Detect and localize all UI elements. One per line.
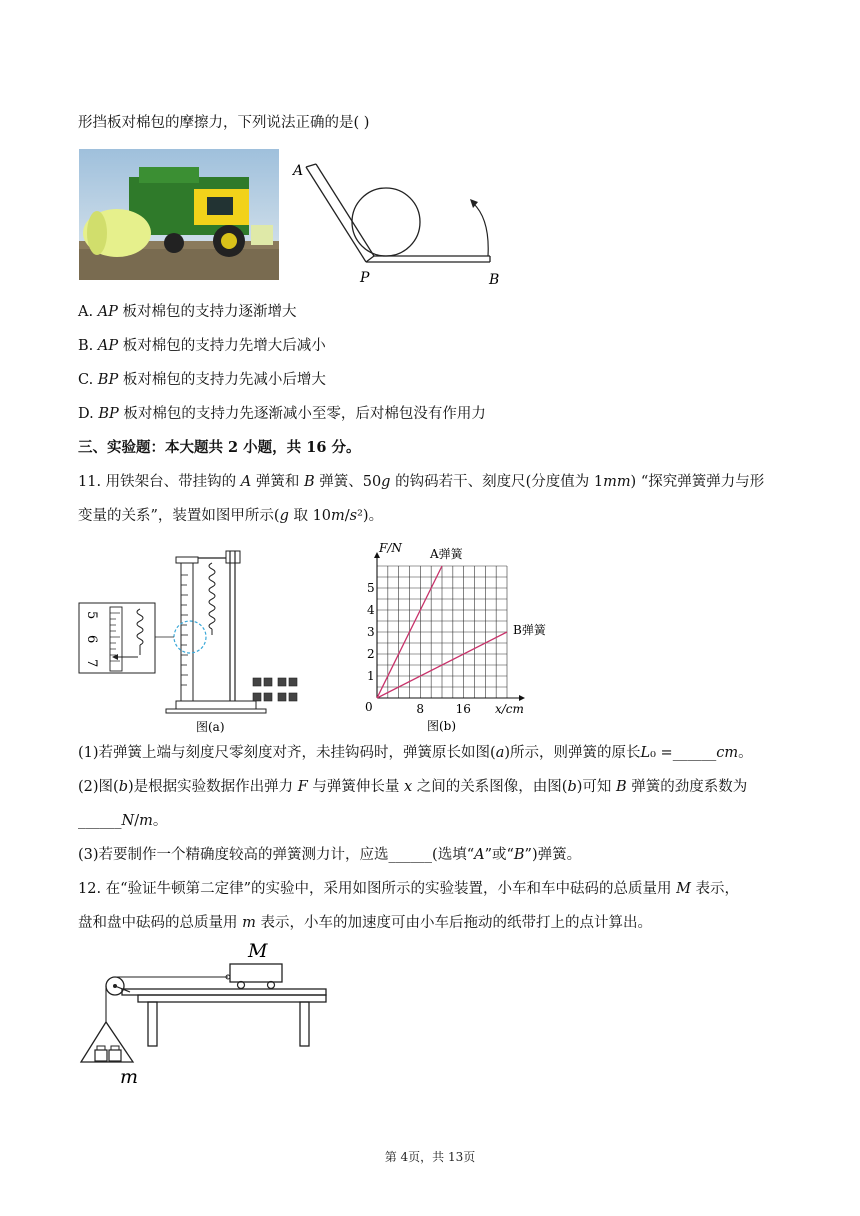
origin-label: 0 [365,700,373,714]
option-c: C. 𝐵𝑃 板对棉包的支持力先减小后增大 [78,372,326,388]
option-b: B. 𝐴𝑃 板对棉包的支持力先增大后减小 [78,338,326,354]
plates-diagram [290,155,505,290]
x-axis-label: x/cm [495,702,524,716]
q12-line2: 盘和盘中砝码的总质量用 𝑚 表示，小车的加速度可由小车后拖动的纸带打上的点计算出。 [78,915,652,931]
label-A: A [293,163,304,179]
x-tick-label: 16 [455,702,471,716]
series-label: B弹簧 [513,623,546,637]
section-heading: 三、实验题：本大题共 2 小题，共 16 分。 [78,439,361,456]
harvester-photo [79,149,279,280]
scale-label-7: 7 [84,659,99,668]
q11-line2: 变量的关系”，装置如图甲所示(𝑔 取 10𝑚/𝑠²)。 [78,508,384,524]
scale-label-5: 5 [84,611,99,620]
q11-part3: (3)若要制作一个精确度较高的弹簧测力计，应选______(选填“𝐴”或“𝐵”)弹簧。 [78,847,582,863]
q12-line1: 12. 在“验证牛顿第二定律”的实验中，采用如图所示的实验装置，小车和车中砝码的总质量用 𝑀 表示， [78,881,740,897]
figure-b-caption: 图(b) [427,719,457,733]
x-axis-arrow [519,695,525,701]
page-footer: 第 4页，共 13页 [384,1150,476,1164]
y-tick-label: 1 [367,669,375,683]
x-tick-label: 8 [416,702,424,716]
q11-line1: 11. 用铁架台、带挂钩的 𝐴 弹簧和 𝐵 弹簧、50𝑔 的钩码若干、刻度尺(分度值为 1𝑚𝑚) “探究弹簧弹力与形 [78,474,765,490]
label-B: B [489,272,500,288]
y-tick-label: 2 [367,647,375,661]
scale-label-6: 6 [84,635,99,644]
question-intro: 形挡板对棉包的摩擦力，下列说法正确的是( ) [78,115,370,131]
y-axis-label: F/N [379,541,402,555]
y-tick-label: 4 [367,603,375,617]
figure-b-chart [355,538,545,738]
q11-part2-line2: ______𝑁/𝑚。 [78,813,168,829]
q11-part2-line1: (2)图(𝑏)是根据实验数据作出弹力 𝐹 与弹簧伸长量 𝑥 之间的关系图像，由图(𝑏)可知 𝐵 弹簧的劲度系数为 [78,779,748,795]
option-a: A. 𝐴𝑃 板对棉包的支持力逐渐增大 [78,304,297,320]
series-label: A弹簧 [430,547,463,561]
y-tick-label: 3 [367,625,375,639]
cart-apparatus [78,940,338,1090]
option-d: D. 𝐵𝑃 板对棉包的支持力先逐渐减小至零，后对棉包没有作用力 [78,406,486,422]
label-P: P [360,270,370,286]
figure-a-apparatus [78,545,308,737]
y-tick-label: 5 [367,581,375,595]
label-M: M [248,940,268,962]
figure-a-caption: 图(a) [196,720,225,734]
q11-part1: (1)若弹簧上端与刻度尺零刻度对齐，未挂钩码时，弹簧原长如图(𝑎)所示，则弹簧的原长𝐿₀ =______𝑐𝑚。 [78,745,753,761]
label-m: m [120,1066,139,1088]
